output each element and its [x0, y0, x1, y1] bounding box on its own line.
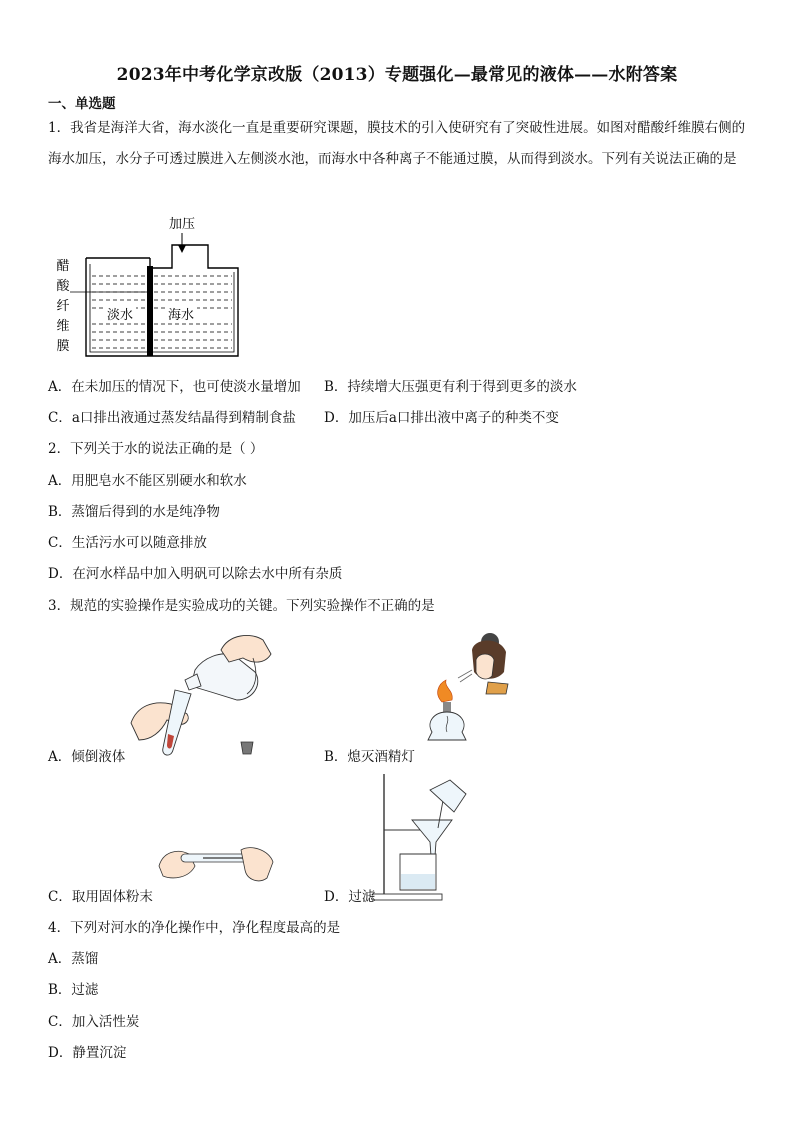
q4-option-c: C．加入活性炭 [48, 1014, 140, 1030]
q3-option-c: C．取用固体粉末 [48, 889, 153, 905]
q1-option-b: B．持续增大压强更有利于得到更多的淡水 [324, 379, 577, 395]
question-2-stem: 2．下列关于水的说法正确的是（ ） [48, 441, 264, 457]
powder-transfer-illustration [155, 836, 280, 896]
membrane-label-2: 酸 [56, 279, 70, 294]
membrane-label-1: 醋 [56, 259, 70, 274]
q3-option-a: A．倾倒液体 [48, 749, 126, 765]
q2-option-d: D．在河水样品中加入明矾可以除去水中所有杂质 [48, 566, 343, 582]
question-4-stem: 4．下列对河水的净化操作中，净化程度最高的是 [48, 920, 341, 936]
q4-option-b: B．过滤 [48, 982, 99, 998]
membrane-label-4: 维 [56, 319, 70, 334]
membrane-label-5: 膜 [56, 339, 70, 354]
section-heading: 一、单选题 [48, 96, 116, 112]
alcohol-lamp-illustration [420, 620, 520, 760]
q2-option-a: A．用肥皂水不能区别硬水和软水 [48, 473, 247, 489]
pressure-label: 加压 [168, 217, 196, 232]
fresh-water-label: 淡水 [106, 308, 134, 323]
question-1-stem: 1．我省是海洋大省，海水淡化一直是重要研究课题，膜技术的引入使研究有了突破性进展。如图对醋酸纤维膜右侧的海水加压，水分子可透过膜进入左侧淡水池，而海水中各种离子不能通过膜，从而得到淡水。下列有关说法正确的是 [48, 120, 746, 167]
q1-option-c: C．a口排出液通过蒸发结晶得到精制食盐 [48, 410, 296, 426]
pouring-liquid-illustration [125, 628, 275, 763]
q2-option-c: C．生活污水可以随意排放 [48, 535, 207, 551]
filtration-illustration [372, 770, 472, 902]
q4-option-a: A．蒸馏 [48, 951, 99, 967]
q2-option-b: B．蒸馏后得到的水是纯净物 [48, 504, 220, 520]
q4-option-d: D．静置沉淀 [48, 1045, 127, 1061]
q3-option-b: B．熄灭酒精灯 [324, 749, 415, 765]
q1-option-d: D．加压后a口排出液中离子的种类不变 [324, 410, 559, 426]
membrane-bar [147, 266, 153, 356]
sea-water-label: 海水 [167, 308, 195, 323]
question-3-stem: 3．规范的实验操作是实验成功的关键。下列实验操作不正确的是 [48, 598, 435, 614]
document-title: 2023年中考化学京改版（2013）专题强化—最常见的液体——水附答案 [116, 65, 678, 85]
pressure-arrow-icon [178, 245, 186, 253]
q3-option-d: D．过滤 [324, 889, 376, 905]
membrane-label-3: 纤 [56, 299, 70, 314]
q1-option-a: A．在未加压的情况下，也可使淡水量增加 [48, 379, 301, 395]
membrane-diagram [50, 212, 270, 362]
